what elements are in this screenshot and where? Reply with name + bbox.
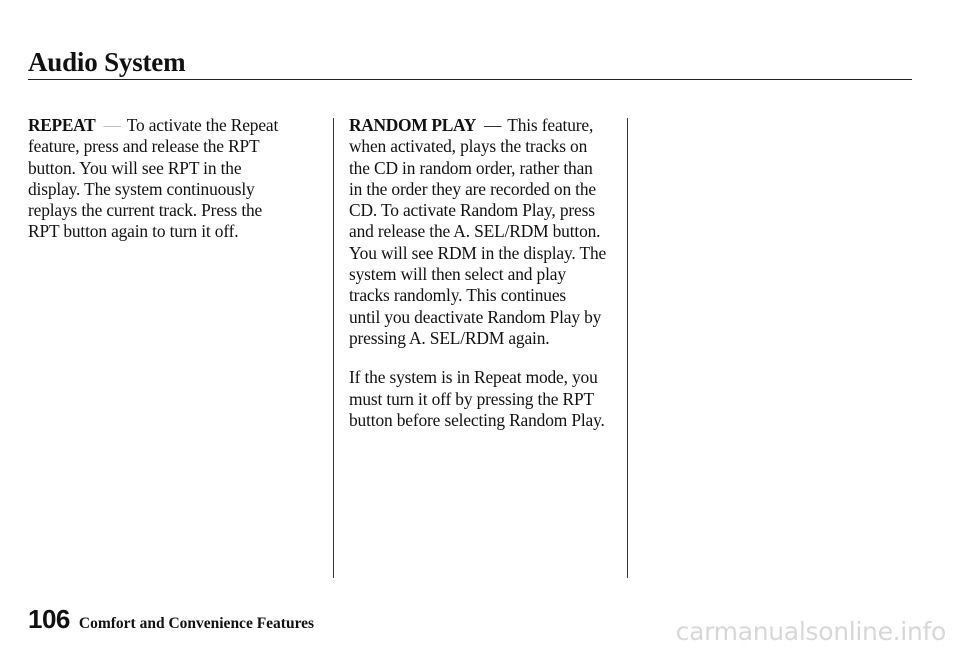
random-play-heading: RANDOM PLAY (349, 115, 476, 135)
random-line-5: CD. To activate Random Play, press (349, 200, 595, 221)
page-footer (28, 604, 314, 635)
repeat-line-1: To activate the Repeat (126, 115, 279, 135)
page-number: 106 (28, 604, 70, 634)
random-note-line-1: If the system is in Repeat mode, you (349, 367, 598, 388)
random-line-8: system will then select and play (349, 264, 566, 285)
repeat-line-3: button. You will see RPT in the (28, 157, 242, 178)
random-note-line-2: must turn it off by pressing the RPT (349, 388, 594, 409)
page-title: Audio System (28, 47, 186, 77)
repeat-first-line (28, 115, 320, 136)
random-line-6: and release the A. SEL/RDM button. (349, 221, 601, 242)
column-divider-right (627, 118, 628, 578)
watermark: carmanualsonline.info (675, 617, 946, 646)
repeat-heading: REPEAT (28, 115, 96, 135)
random-line-2: when activated, plays the tracks on (349, 136, 588, 157)
random-line-9: tracks randomly. This continues (349, 285, 567, 306)
repeat-section (28, 115, 320, 243)
repeat-line-6: RPT button again to turn it off. (28, 221, 239, 242)
random-dash: — (483, 115, 502, 135)
random-line-11: pressing A. SEL/RDM again. (349, 327, 550, 348)
repeat-line-5: replays the current track. Press the (28, 200, 263, 221)
random-line-3: the CD in random order, rather than (349, 157, 593, 178)
random-line-7: You will see RDM in the display. The (349, 242, 607, 263)
footer-section-name: Comfort and Convenience Features (78, 615, 315, 632)
repeat-dash: — (103, 115, 121, 135)
random-note-line-3: button before selecting Random Play. (349, 409, 605, 430)
random-line-10: until you deactivate Random Play by (349, 306, 602, 327)
random-line-4: in the order they are recorded on the (349, 178, 596, 199)
paragraph-gap (349, 349, 627, 367)
repeat-line-2: feature, press and release the RPT (28, 136, 260, 157)
random-play-section (349, 115, 627, 431)
random-line-1: This feature, (507, 115, 594, 135)
column-divider-left (333, 118, 334, 578)
random-first-line (349, 115, 627, 136)
header-rule (28, 79, 912, 80)
repeat-line-4: display. The system continuously (28, 178, 255, 199)
